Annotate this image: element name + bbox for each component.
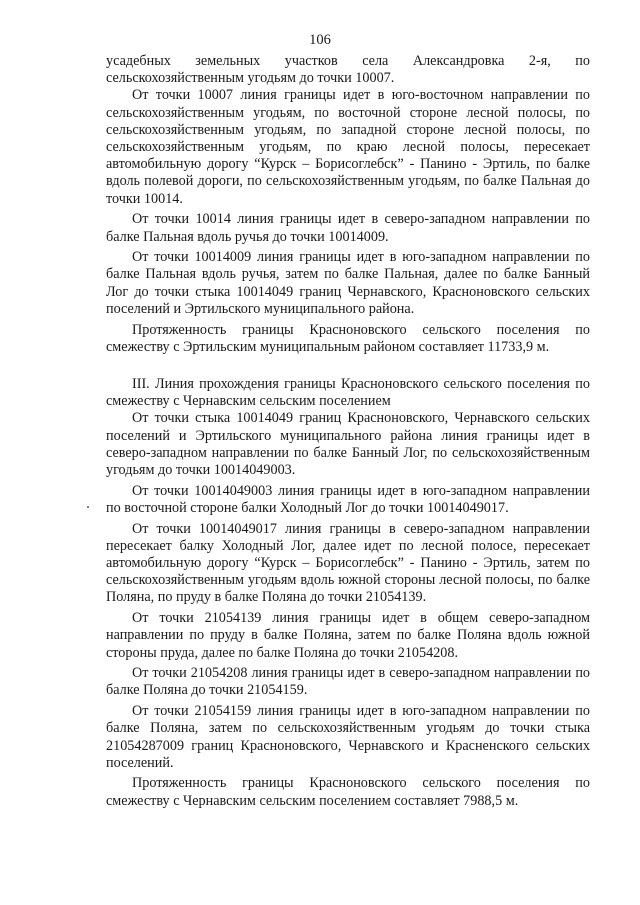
paragraph-from-point-21054159: От точки 21054159 линия границы идет в юго-западном направлении по балке Поляна, затем по сельскохозяйственным угодьям до точки стыка 21054287009 границ Красноновского, Чернавского и Красненского сельских поселений. [106,703,590,771]
paragraph-from-point-10007: От точки 10007 линия границы идет в юго-восточном направлении по сельскохозяйственным угодьям, по восточной стороне лесной полосы, по сельскохозяйственным угодьям, по западной стороне лесной полосы, по сельскохозяйственным угодьям, по краю лесной полосы, пересекает автомобильную дорогу “Курск – Борисоглебск” - Панино - Эртиль, по балке вдоль полевой дороги, по сельскохозяйственным угодьям, по балке Пальная до точки 10014. [106,87,590,207]
scan-speck [87,506,89,508]
paragraph-from-junction-10014049: От точки стыка 10014049 границ Красноновского, Чернавского сельских поселений и Эртильского муниципального района линия границы идет в северо-западном направлении по балке Банный Лог, по сельскохозяйственным угодьям до точки 10014049003. [106,410,590,478]
section-heading-iii: III. Линия прохождения границы Красноновского сельского поселения по смежеству с Чернавским сельским поселением [106,375,590,410]
paragraph-length-chernava: Протяженность границы Красноновского сельского поселения по смежеству с Чернавским сельским поселением составляет 7988,5 м. [106,775,590,809]
paragraph-from-point-21054139: От точки 21054139 линия границы идет в общем северо-западном направлении по пруду в балке Поляна, затем по балке Поляна вдоль южной стороны пруда, далее по балке Поляна до точки 21054208. [106,610,590,661]
paragraph-length-ertil: Протяженность границы Красноновского сельского поселения по смежеству с Эртильским муниципальным районом составляет 11733,9 м. [106,321,590,355]
page-number: 106 [309,32,331,48]
paragraph-from-point-10014: От точки 10014 линия границы идет в северо-западном направлении по балке Пальная вдоль ручья до точки 10014009. [106,211,590,245]
paragraph-continuation: усадебных земельных участков села Александровка 2-я, по сельскохозяйственным угодьям до точки 10007. [106,53,590,87]
paragraph-from-point-21054208: От точки 21054208 линия границы идет в северо-западном направлении по балке Поляна до точки 21054159. [106,665,590,699]
paragraph-from-point-10014049017: От точки 10014049017 линия границы в северо-западном направлении пересекает балку Холодный Лог, далее идет по лесной полосе, пересекает автомобильную дорогу “Курск – Борисоглебск” - Панино - Эртиль, затем по сельскохозяйственным угодьям вдоль южной стороны лесной полосы, по балке Поляна, по пруду в балке Поляна до точки 21054139. [106,520,590,606]
document-body [106,53,590,810]
paragraph-from-point-10014009: От точки 10014009 линия границы идет в юго-западном направлении по балке Пальная вдоль ручья, затем по балке Пальная, далее по балке Банный Лог до точки стыка 10014049 границ Чернавского, Красноновского сельских поселений и Эртильского муниципального района. [106,249,590,317]
paragraph-from-point-10014049003: От точки 10014049003 линия границы идет в юго-западном направлении по восточной стороне балки Холодный Лог до точки 10014049017. [106,482,590,516]
